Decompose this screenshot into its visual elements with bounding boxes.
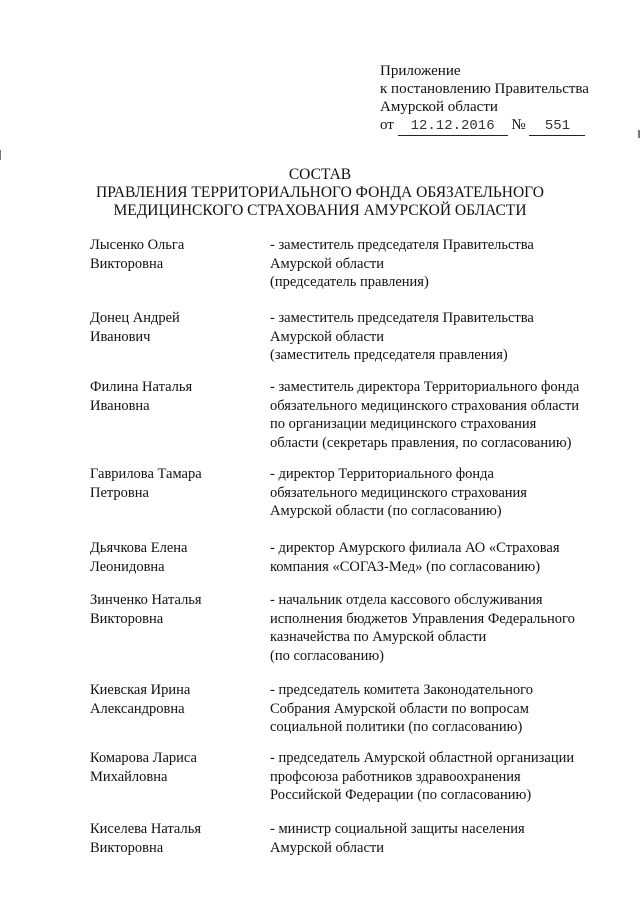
member-name: Комарова Лариса Михайловна	[90, 750, 197, 785]
member-name: Киевская Ирина Александровна	[90, 682, 191, 717]
appendix-region: Амурской области	[380, 99, 498, 115]
member-name: Дьячкова Елена Леонидовна	[90, 540, 188, 575]
member-name: Лысенко Ольга Викторовна	[90, 237, 185, 272]
member-role: - начальник отдела кассового обслуживания исполнения бюджетов Управления Федерального казначейства по Амурской области (по согласованию)	[270, 592, 575, 664]
resolution-number: 551	[529, 117, 585, 136]
member-role: - министр социальной защиты населения Амурской области	[270, 821, 525, 856]
member-name: Донец Андрей Иванович	[90, 310, 180, 345]
appendix-date-line	[380, 116, 589, 136]
title-line-2: ПРАВЛЕНИЯ ТЕРРИТОРИАЛЬНОГО ФОНДА ОБЯЗАТЕЛЬНОГО	[96, 184, 544, 201]
member-name: Филина Наталья Ивановна	[90, 379, 193, 414]
member-name: Киселева Наталья Викторовна	[90, 821, 201, 856]
member-name: Гаврилова Тамара Петровна	[90, 466, 202, 501]
title-line-3: МЕДИЦИНСКОГО СТРАХОВАНИЯ АМУРСКОЙ ОБЛАСТИ	[113, 202, 527, 219]
resolution-date: 12.12.2016	[398, 117, 508, 136]
member-role: - директор Территориального фонда обязательного медицинского страхования Амурской области (по согласованию)	[270, 466, 527, 519]
member-name: Зинченко Наталья Викторовна	[90, 592, 202, 627]
member-role: - председатель Амурской областной организации профсоюза работников здравоохранения Российской Федерации (по согласованию)	[270, 750, 575, 803]
number-label: №	[511, 117, 526, 133]
member-role: - директор Амурского филиала АО «Страховая компания «СОГАЗ-Мед» (по согласованию)	[270, 540, 560, 575]
appendix-title: Приложение	[380, 63, 461, 79]
member-role: - заместитель председателя Правительства Амурской области (председатель правления)	[270, 237, 534, 290]
appendix-block	[380, 62, 589, 136]
document-title	[0, 166, 640, 220]
appendix-reference: к постановлению Правительства	[380, 81, 589, 97]
member-role: - заместитель директора Территориального фонда обязательного медицинского страхования области по организации медицинского страхования области (секретарь правления, по согласованию)	[270, 379, 580, 451]
scan-edge-mark	[0, 150, 1, 160]
title-line-1: СОСТАВ	[288, 166, 352, 183]
date-prefix: от	[380, 117, 394, 133]
member-role: - председатель комитета Законодательного Собрания Амурской области по вопросам социальной политики (по согласованию)	[270, 682, 533, 735]
member-role: - заместитель председателя Правительства Амурской области (заместитель председателя правления)	[270, 310, 534, 363]
